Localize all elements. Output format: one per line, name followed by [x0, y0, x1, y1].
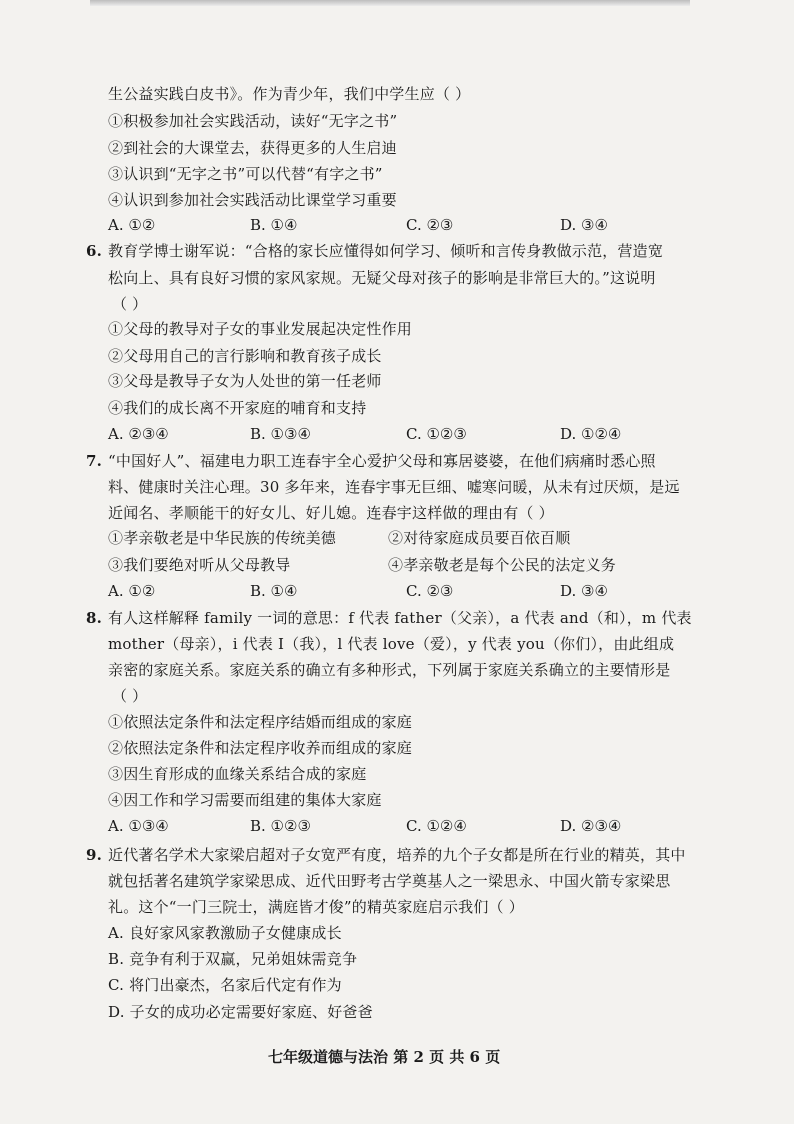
q9-stem-1: 近代著名学术大家梁启超对子女宽严有度，培养的九个子女都是所在行业的精英，其中 — [108, 846, 686, 864]
q8-stem-3: 亲密的家庭关系。家庭关系的确立有多种形式，下列属于家庭关系确立的主要情形是 — [108, 661, 671, 679]
q6-option-d[interactable]: D. ①②④ — [560, 425, 622, 443]
q9-stem-2: 就包括著名建筑学家梁思成、近代田野考古学奠基人之一梁思永、中国火箭专家梁思 — [108, 872, 671, 890]
q8-stem-2: mother（母亲），i 代表 I（我），l 代表 love（爱），y 代表 you（你们），由此组成 — [108, 635, 675, 653]
q9-number: 9. — [86, 846, 103, 864]
q8-number: 8. — [86, 609, 103, 627]
q7-option-b[interactable]: B. ①④ — [250, 582, 298, 600]
q5-item-2: ②到社会的大课堂去，获得更多的人生启迪 — [108, 139, 397, 157]
q5-item-1: ①积极参加社会实践活动，读好“无字之书” — [108, 112, 398, 130]
q8-item-3: ③因生育形成的血缘关系结合成的家庭 — [108, 765, 367, 783]
q5-option-a[interactable]: A. ①② — [108, 216, 156, 234]
q8-item-4: ④因工作和学习需要而组建的集体大家庭 — [108, 791, 382, 809]
q5-stem: 生公益实践白皮书》。作为青少年，我们中学生应（ ） — [108, 85, 471, 103]
q8-option-a[interactable]: A. ①③④ — [108, 817, 169, 835]
q7-option-d[interactable]: D. ③④ — [560, 582, 608, 600]
q5-item-4: ④认识到参加社会实践活动比课堂学习重要 — [108, 191, 397, 209]
q7-option-a[interactable]: A. ①② — [108, 582, 156, 600]
q7-item-1: ①孝亲敬老是中华民族的传统美德 — [108, 529, 337, 547]
q7-item-3: ③我们要绝对听从父母教导 — [108, 556, 291, 574]
q5-option-d[interactable]: D. ③④ — [560, 216, 608, 234]
q5-option-c[interactable]: C. ②③ — [406, 216, 454, 234]
q7-stem-3: 近闻名、孝顺能干的好女儿、好儿媳。连春宇这样做的理由有（ ） — [108, 504, 554, 522]
q6-option-a[interactable]: A. ②③④ — [108, 425, 169, 443]
q6-item-4: ④我们的成长离不开家庭的哺育和支持 — [108, 399, 367, 417]
q6-stem-2: 松向上、具有良好习惯的家风家规。无疑父母对孩子的影响是非常巨大的。”这说明 — [108, 269, 656, 287]
q6-item-2: ②父母用自己的言行影响和教育孩子成长 — [108, 347, 382, 365]
q9-option-d[interactable]: D. 子女的成功必定需要好家庭、好爸爸 — [108, 1003, 373, 1021]
q6-option-b[interactable]: B. ①③④ — [250, 425, 311, 443]
q7-stem-2: 料、健康时关注心理。30 多年来，连春宇事无巨细、嘘寒问暖，从未有过厌烦，是远 — [108, 478, 680, 496]
q6-option-c[interactable]: C. ①②③ — [406, 425, 467, 443]
q7-item-2: ②对待家庭成员要百依百顺 — [388, 529, 571, 547]
q8-stem-4: （ ） — [112, 687, 148, 705]
q8-option-d[interactable]: D. ②③④ — [560, 817, 622, 835]
q7-item-4: ④孝亲敬老是每个公民的法定义务 — [388, 556, 617, 574]
q7-number: 7. — [86, 452, 103, 470]
q8-item-1: ①依照法定条件和法定程序结婚而组成的家庭 — [108, 713, 413, 731]
q7-option-c[interactable]: C. ②③ — [406, 582, 454, 600]
q7-stem-1: “中国好人”、福建电力职工连春宇全心爱护父母和寡居婆婆，在他们病痛时悉心照 — [108, 452, 656, 470]
q9-option-b[interactable]: B. 竞争有利于双赢，兄弟姐妹需竞争 — [108, 950, 358, 968]
q9-option-a[interactable]: A. 良好家风家教激励子女健康成长 — [108, 924, 342, 942]
q5-option-b[interactable]: B. ①④ — [250, 216, 298, 234]
q5-item-3: ③认识到“无字之书”可以代替“有字之书” — [108, 165, 383, 183]
q6-item-3: ③父母是教导子女为人处世的第一任老师 — [108, 372, 382, 390]
q6-stem-1: 教育学博士谢军说：“合格的家长应懂得如何学习、倾听和言传身教做示范，营造宽 — [108, 242, 664, 260]
q8-stem-1: 有人这样解释 family 一词的意思：f 代表 father（父亲），a 代表 and（和），m 代表 — [108, 609, 692, 627]
q6-stem-3: （ ） — [112, 295, 148, 313]
q9-option-c[interactable]: C. 将门出豪杰，名家后代定有作为 — [108, 976, 342, 994]
page-footer: 七年级道德与法治 第 2 页 共 6 页 — [268, 1048, 501, 1066]
q9-stem-3: 礼。这个“一门三院士，满庭皆才俊”的精英家庭启示我们（ ） — [108, 898, 524, 916]
q8-option-b[interactable]: B. ①②③ — [250, 817, 311, 835]
q6-item-1: ①父母的教导对子女的事业发展起决定性作用 — [108, 320, 413, 338]
q6-number: 6. — [86, 242, 103, 260]
q8-item-2: ②依照法定条件和法定程序收养而组成的家庭 — [108, 739, 413, 757]
q8-option-c[interactable]: C. ①②④ — [406, 817, 467, 835]
